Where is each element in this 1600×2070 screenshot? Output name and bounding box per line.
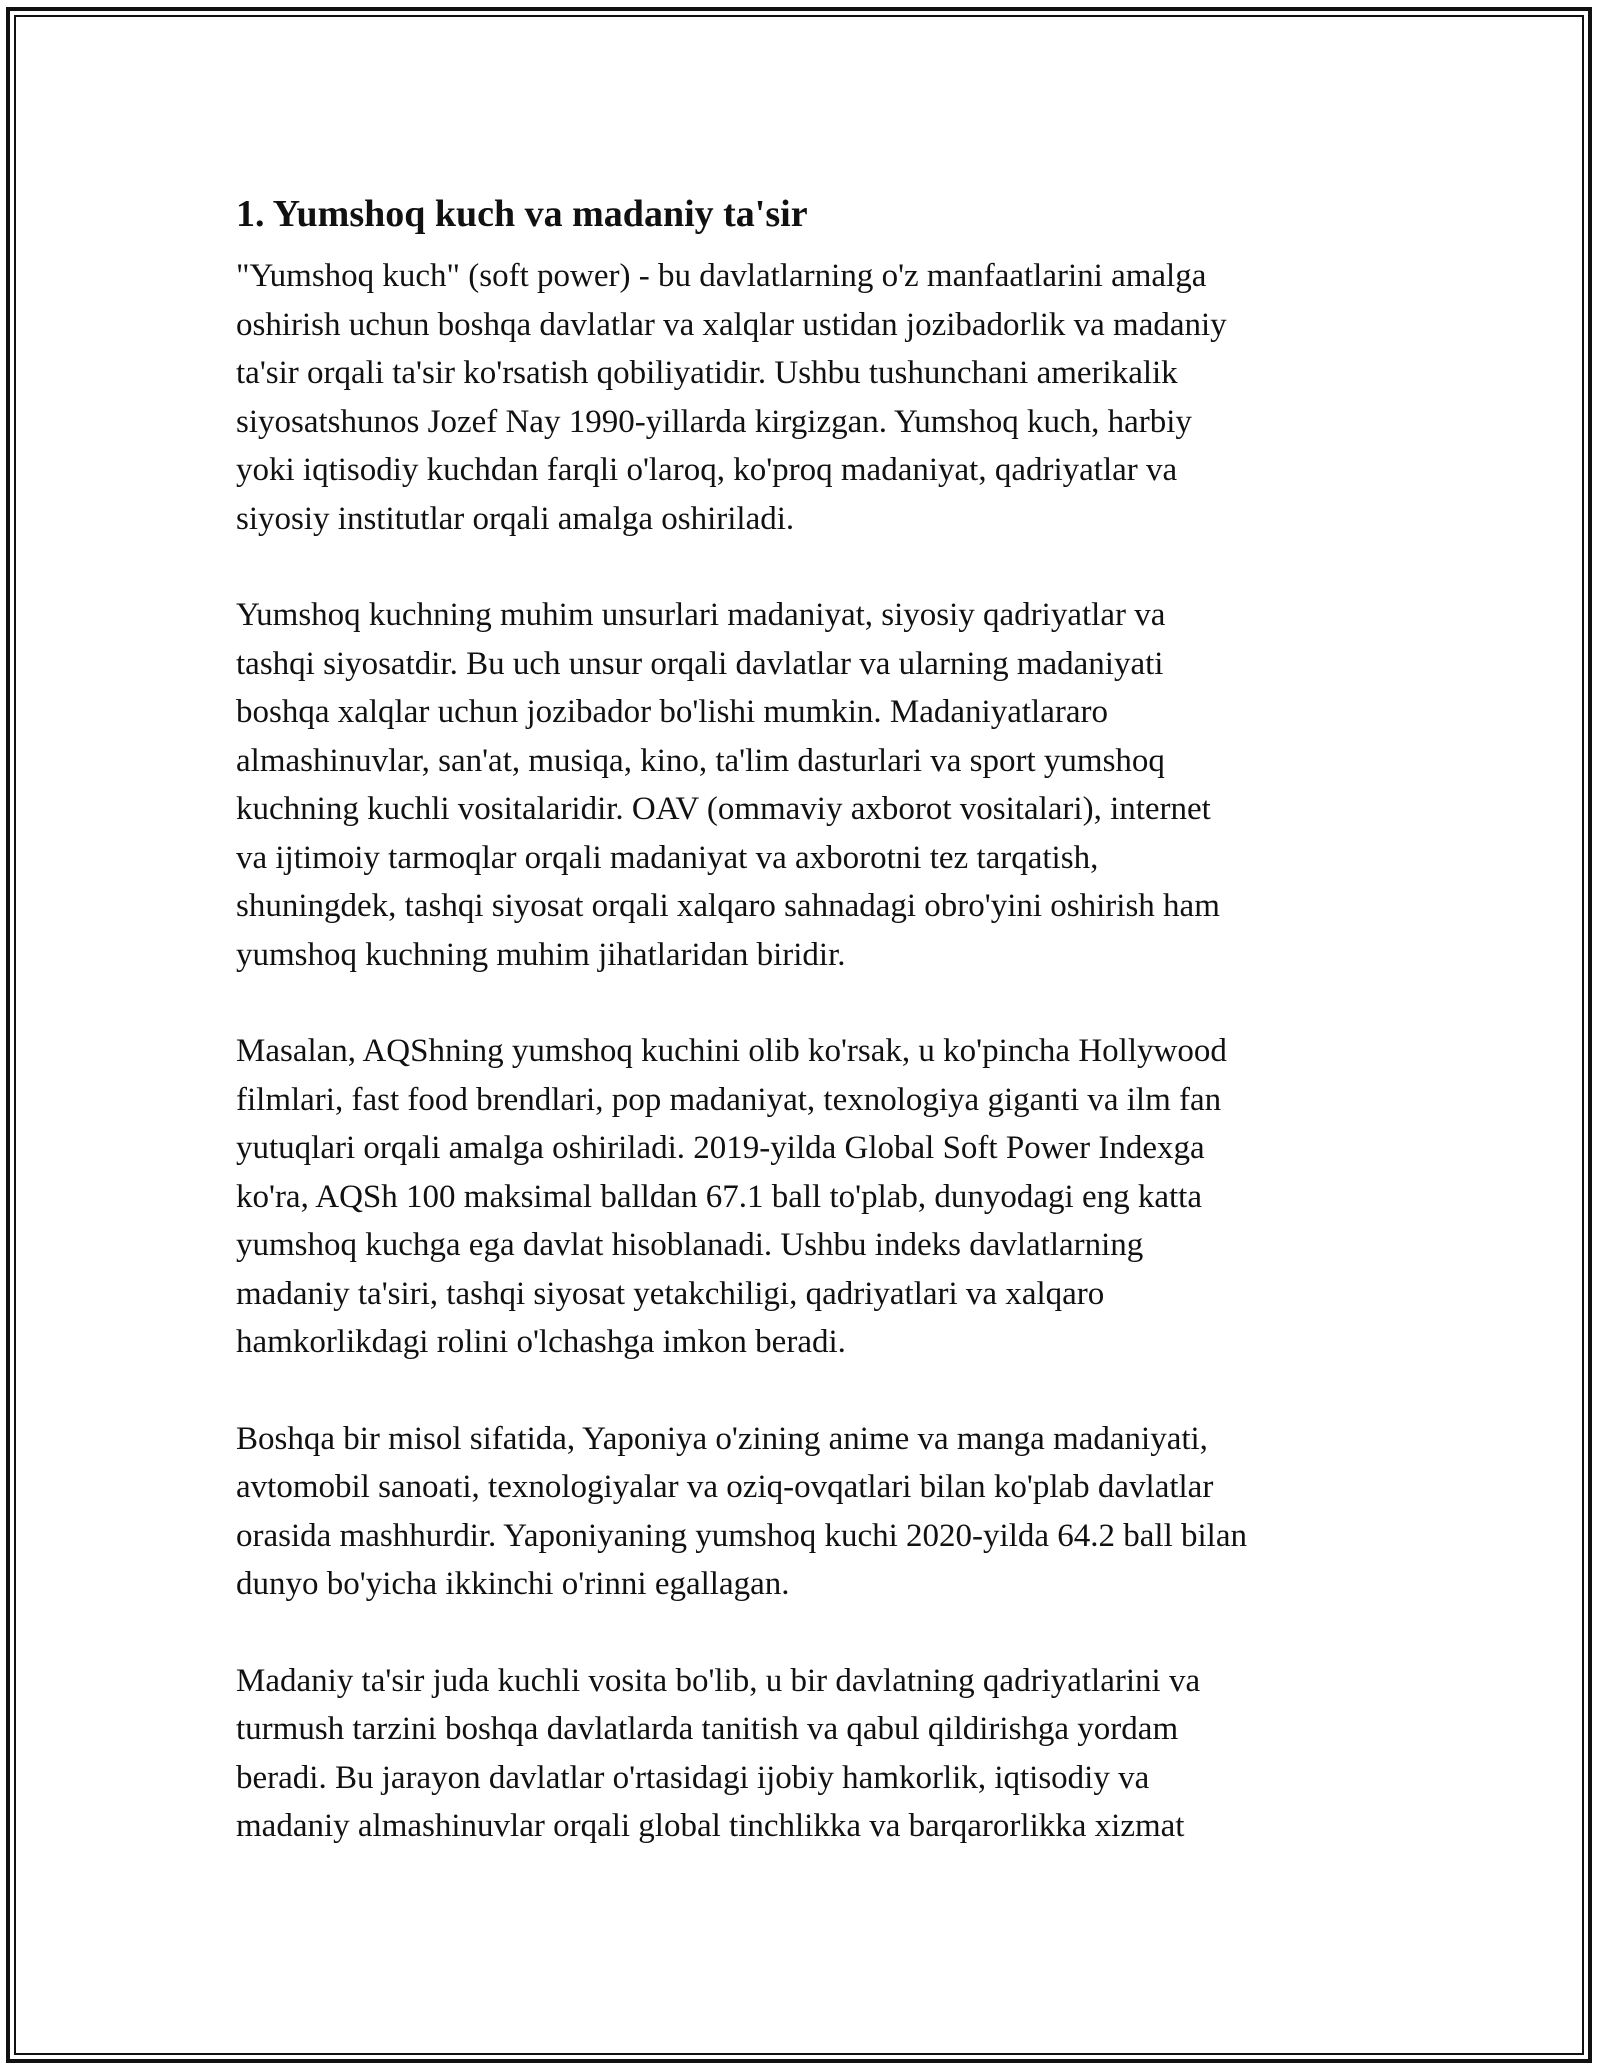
paragraph-soft-power-definition [236, 252, 1376, 543]
text-line: madaniy almashinuvlar orqali global tinchlikka va barqarorlikka xizmat [236, 1808, 1185, 1844]
text-line: beradi. Bu jarayon davlatlar o'rtasidagi ijobiy hamkorlik, iqtisodiy va [236, 1759, 1150, 1796]
text-line: shuningdek, tashqi siyosat orqali xalqaro sahnadagi obro'yini oshirish ham [236, 888, 1220, 924]
text-line: "Yumshoq kuch" (soft power) - bu davlatlarning o'z manfaatlarini amalga [236, 258, 1207, 294]
text-line: Madaniy ta'sir juda kuchli vosita bo'lib, u bir davlatning qadriyatlarini va [236, 1662, 1201, 1699]
paragraph-japan-example [236, 1415, 1376, 1609]
text-line: oshirish uchun boshqa davlatlar va xalqlar ustidan jozibadorlik va madaniy [236, 306, 1227, 343]
text-line: yoki iqtisodiy kuchdan farqli o'laroq, ko'proq madaniyat, qadriyatlar va [236, 452, 1178, 488]
text-line: almashinuvlar, san'at, musiqa, kino, ta'lim dasturlari va sport yumshoq [236, 742, 1165, 779]
text-line: madaniy ta'siri, tashqi siyosat yetakchiligi, qadriyatlari va xalqaro [236, 1275, 1105, 1312]
text-line: tashqi siyosatdir. Bu uch unsur orqali davlatlar va ularning madaniyati [236, 645, 1164, 682]
paragraph-soft-power-elements [236, 591, 1376, 979]
text-line: ko'ra, AQSh 100 maksimal balldan 67.1 ball to'plab, dunyodagi eng katta [236, 1178, 1202, 1215]
text-line: Masalan, AQShning yumshoq kuchini olib ko'rsak, u ko'pincha Hollywood [236, 1033, 1227, 1069]
text-line: va ijtimoiy tarmoqlar orqali madaniyat va axborotni tez tarqatish, [236, 839, 1099, 876]
text-line: siyosiy institutlar orqali amalga oshiriladi. [236, 500, 795, 537]
text-line: ta'sir orqali ta'sir ko'rsatish qobiliyatidir. Ushbu tushunchani amerikalik [236, 355, 1178, 391]
text-line: yumshoq kuchning muhim jihatlaridan biridir. [236, 936, 846, 973]
document-body [236, 186, 1376, 1899]
text-line: orasida mashhurdir. Yaponiyaning yumshoq kuchi 2020-yilda 64.2 ball bilan [236, 1517, 1247, 1554]
text-line: Boshqa bir misol sifatida, Yaponiya o'zining anime va manga madaniyati, [236, 1420, 1208, 1457]
text-line: boshqa xalqlar uchun jozibador bo'lishi mumkin. Madaniyatlararo [236, 694, 1108, 730]
text-line: yumshoq kuchga ega davlat hisoblanadi. Ushbu indeks davlatlarning [236, 1227, 1144, 1263]
text-line: yutuqlari orqali amalga oshiriladi. 2019-yilda Global Soft Power Indexga [236, 1130, 1205, 1166]
text-line: avtomobil sanoati, texnologiyalar va oziq-ovqatlari bilan ko'plab davlatlar [236, 1469, 1214, 1505]
section-heading: 1. Yumshoq kuch va madaniy ta'sir [236, 193, 808, 235]
paragraph-usa-example [236, 1027, 1376, 1367]
text-line: turmush tarzini boshqa davlatlarda tanitish va qabul qildirishga yordam [236, 1711, 1179, 1747]
text-line: kuchning kuchli vositalaridir. OAV (ommaviy axborot vositalari), internet [236, 791, 1211, 827]
text-line: hamkorlikdagi rolini o'lchashga imkon beradi. [236, 1324, 846, 1360]
text-line: filmlari, fast food brendlari, pop madaniyat, texnologiya giganti va ilm fan [236, 1081, 1222, 1118]
text-line: Yumshoq kuchning muhim unsurlari madaniyat, siyosiy qadriyatlar va [236, 597, 1166, 633]
text-line: siyosatshunos Jozef Nay 1990-yillarda kirgizgan. Yumshoq kuch, harbiy [236, 403, 1192, 440]
text-line: dunyo bo'yicha ikkinchi o'rinni egallagan. [236, 1566, 790, 1602]
paragraph-cultural-influence [236, 1657, 1376, 1851]
